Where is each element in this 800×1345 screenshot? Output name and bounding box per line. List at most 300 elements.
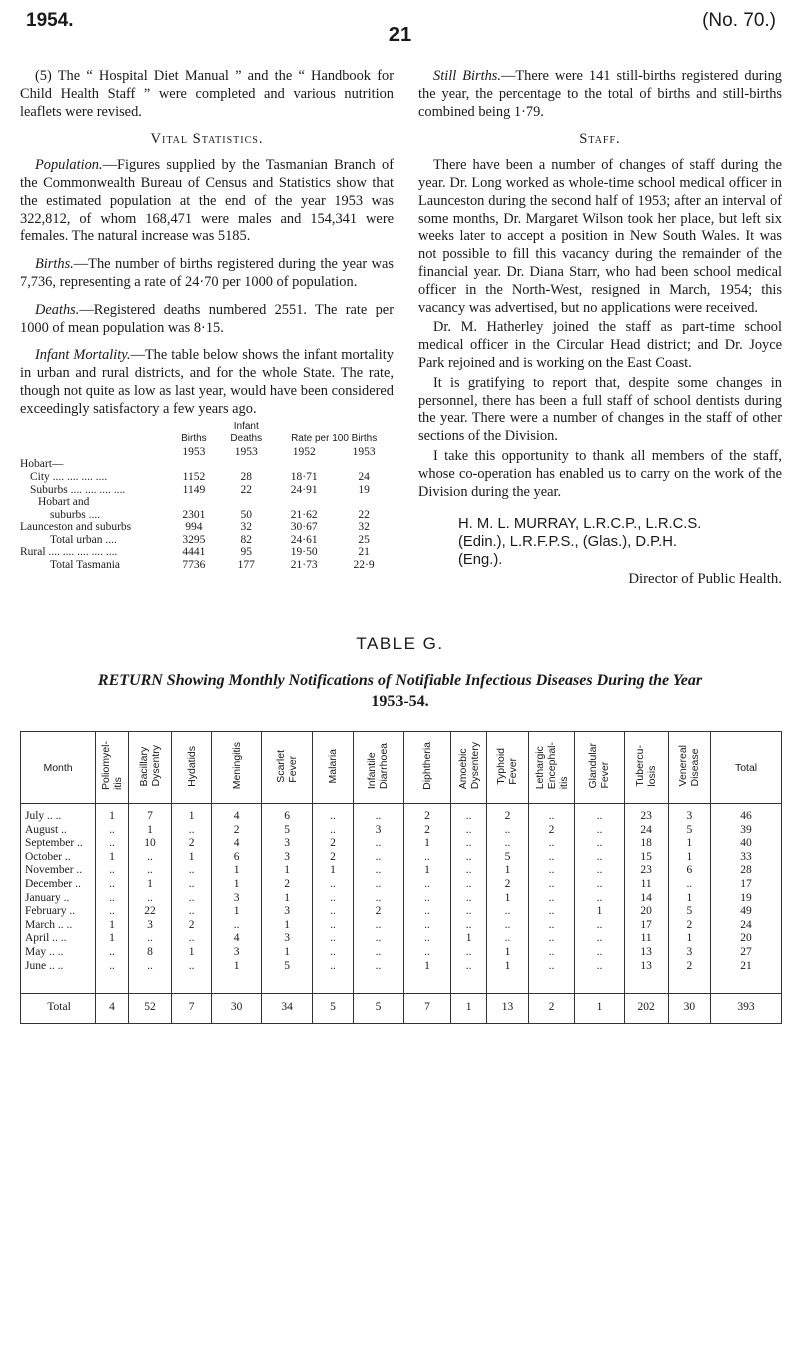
births-paragraph	[20, 256, 394, 292]
count-cell: ..	[96, 837, 129, 851]
count-cell: ..	[313, 960, 354, 974]
count-cell: ..	[487, 905, 529, 919]
total-cell: 30	[668, 993, 710, 1023]
count-cell: 13	[624, 946, 668, 960]
count-cell: 2	[313, 837, 354, 851]
count-cell: 24	[711, 919, 782, 933]
count-cell: 3	[668, 804, 710, 824]
table-row	[21, 804, 782, 824]
count-cell: ..	[96, 946, 129, 960]
count-cell: 1	[487, 864, 529, 878]
head-deaths: Deaths	[230, 433, 263, 445]
column-header	[668, 732, 710, 804]
still-births-text: —There were 141 still-births registered during the year, the percentage to the total of births and still-births combined being 1·79.	[418, 68, 782, 120]
count-cell: 27	[711, 946, 782, 960]
month-cell: August ..	[21, 824, 96, 838]
count-cell: 6	[262, 804, 313, 824]
table-row	[21, 960, 782, 974]
count-cell: 1	[313, 864, 354, 878]
count-cell: ..	[528, 905, 575, 919]
count-cell: 2	[668, 960, 710, 974]
count-cell: 1	[212, 960, 262, 974]
column-header-label: Amoebic Dysentery	[456, 742, 481, 790]
count-cell: 1	[487, 892, 529, 906]
count-cell: ..	[487, 919, 529, 933]
count-cell: 1	[404, 837, 451, 851]
count-cell: ..	[96, 905, 129, 919]
column-header-label: Meningitis	[230, 742, 243, 790]
signature-line-2: (Edin.), L.R.F.P.S., (Glas.), D.P.H.	[458, 534, 678, 551]
count-cell: ..	[353, 837, 403, 851]
count-cell: ..	[528, 932, 575, 946]
infant-cell-deaths	[218, 496, 274, 509]
count-cell: ..	[172, 864, 212, 878]
total-cell: 34	[262, 993, 313, 1023]
infant-cell-births: 994	[185, 521, 203, 534]
count-cell: 1	[487, 946, 529, 960]
infant-mortality-label: Infant Mortality.	[35, 347, 131, 364]
count-cell: ..	[172, 932, 212, 946]
count-cell: ..	[128, 960, 171, 974]
infant-cell-r1953: 21	[358, 546, 370, 559]
table-g-return-title: RETURN Showing Monthly Notifications of Notifiable Infectious Diseases During the Year	[97, 672, 703, 689]
infant-cell-r1952: 24·61	[290, 533, 318, 546]
count-cell: 39	[711, 824, 782, 838]
count-cell: 2	[487, 878, 529, 892]
column-header-label: Hydatids	[185, 745, 198, 787]
total-cell: 30	[212, 993, 262, 1023]
table-row	[21, 837, 782, 851]
count-cell: ..	[450, 824, 486, 838]
column-header	[96, 732, 129, 804]
count-cell: ..	[487, 824, 529, 838]
count-cell: ..	[353, 946, 403, 960]
count-cell: ..	[404, 919, 451, 933]
infant-cell-deaths: 95	[240, 546, 253, 559]
infant-mortality-row	[20, 484, 394, 497]
count-cell: ..	[450, 864, 486, 878]
table-g-title: TABLE G.	[356, 634, 444, 653]
count-cell: ..	[353, 932, 403, 946]
infant-cell-r1953: 25	[358, 533, 370, 546]
count-cell: ..	[528, 878, 575, 892]
count-cell: 40	[711, 837, 782, 851]
column-header-label: Poliomyel- itis	[100, 741, 125, 791]
column-header-label: Total	[734, 761, 758, 774]
column-header	[450, 732, 486, 804]
count-cell: ..	[575, 932, 624, 946]
count-cell: 2	[404, 804, 451, 824]
count-cell: 1	[262, 892, 313, 906]
left-column	[20, 68, 394, 572]
infant-cell-births	[170, 496, 219, 509]
count-cell: 3	[353, 824, 403, 838]
count-cell: 17	[711, 878, 782, 892]
count-cell: 1	[450, 932, 486, 946]
infant-cell-deaths: 22	[240, 483, 253, 496]
infant-cell-r1952: 24·91	[290, 483, 318, 496]
column-header-label: Malaria	[326, 748, 339, 784]
count-cell: 3	[262, 851, 313, 865]
deaths-paragraph	[20, 302, 394, 338]
table-row	[21, 824, 782, 838]
count-cell: 1	[668, 837, 710, 851]
count-cell: ..	[404, 946, 451, 960]
staff-heading: Staff.	[579, 131, 621, 148]
total-cell: 4	[96, 993, 129, 1023]
total-cell: 2	[528, 993, 575, 1023]
count-cell: ..	[313, 892, 354, 906]
page-header	[0, 8, 800, 48]
total-cell: 5	[313, 993, 354, 1023]
count-cell: 1	[212, 878, 262, 892]
count-cell: ..	[575, 946, 624, 960]
infant-cell-deaths: 177	[237, 559, 255, 572]
count-cell: ..	[172, 905, 212, 919]
table-row	[21, 905, 782, 919]
count-cell: ..	[353, 878, 403, 892]
count-cell: 10	[128, 837, 171, 851]
count-cell: 2	[353, 905, 403, 919]
count-cell: 13	[624, 960, 668, 974]
page-number: 21	[388, 24, 412, 46]
table-row	[21, 851, 782, 865]
column-header	[528, 732, 575, 804]
count-cell: ..	[668, 878, 710, 892]
count-cell: ..	[450, 837, 486, 851]
infant-cell-label: suburbs ....	[50, 508, 101, 521]
count-cell: ..	[450, 946, 486, 960]
count-cell: ..	[404, 878, 451, 892]
count-cell: ..	[96, 892, 129, 906]
count-cell: ..	[96, 960, 129, 974]
count-cell: 1	[96, 851, 129, 865]
count-cell: 3	[212, 946, 262, 960]
infant-mortality-table	[20, 421, 394, 572]
count-cell: ..	[128, 892, 171, 906]
infant-cell-r1952: 21·73	[290, 559, 318, 572]
count-cell: ..	[313, 919, 354, 933]
count-cell: 8	[128, 946, 171, 960]
month-cell: November ..	[21, 864, 96, 878]
count-cell: ..	[575, 878, 624, 892]
count-cell: 20	[711, 932, 782, 946]
count-cell: 2	[172, 837, 212, 851]
head-births: Births	[181, 433, 207, 445]
month-cell: January ..	[21, 892, 96, 906]
head-infant: Infant	[233, 420, 259, 432]
infant-cell-r1952	[274, 496, 334, 509]
count-cell: 1	[262, 919, 313, 933]
count-cell: 6	[212, 851, 262, 865]
infant-cell-r1953	[334, 496, 394, 509]
infant-mortality-row	[20, 509, 394, 522]
infant-cell-deaths: 32	[240, 521, 253, 534]
table-g-caption	[0, 670, 800, 712]
count-cell: ..	[528, 804, 575, 824]
count-cell: ..	[313, 824, 354, 838]
count-cell: ..	[172, 960, 212, 974]
infant-cell-births: 1149	[182, 483, 206, 496]
staff-paragraph-2: Dr. M. Hatherley joined the staff as part-time school medical officer in the Circular Head district; and Dr. Joyce Park rejoined and is working on the East Coast.	[418, 319, 782, 371]
month-cell: March .. ..	[21, 919, 96, 933]
count-cell: 46	[711, 804, 782, 824]
infant-cell-births: 1152	[182, 470, 206, 483]
column-header	[262, 732, 313, 804]
count-cell: ..	[450, 892, 486, 906]
count-cell: ..	[128, 864, 171, 878]
staff-paragraph-3: It is gratifying to report that, despite some changes in personnel, there has been a full staff of school dentists during the year. There were a number of changes in the staff of other sections of the Division.	[418, 374, 782, 445]
count-cell: ..	[172, 824, 212, 838]
deaths-text: —Registered deaths numbered 2551. The rate per 1000 of mean population was 8·15.	[20, 301, 394, 336]
total-cell: 7	[404, 993, 451, 1023]
count-cell: 20	[624, 905, 668, 919]
infant-cell-label: City .... .... .... ....	[30, 470, 108, 483]
notifications-header-row	[21, 732, 782, 804]
count-cell: 5	[262, 960, 313, 974]
month-cell: June .. ..	[21, 960, 96, 974]
infant-cell-deaths: 50	[240, 508, 253, 521]
column-header-label: Venereal Disease	[677, 745, 702, 787]
month-cell: October ..	[21, 851, 96, 865]
infant-cell-r1953: 24	[358, 470, 370, 483]
month-cell: September ..	[21, 837, 96, 851]
count-cell: 1	[668, 932, 710, 946]
column-header-label: Typhoid Fever	[495, 747, 520, 785]
count-cell: 6	[668, 864, 710, 878]
report-number: (No. 70.)	[702, 10, 776, 31]
count-cell: ..	[575, 919, 624, 933]
total-cell: 1	[450, 993, 486, 1023]
month-cell: April .. ..	[21, 932, 96, 946]
year-births: 1953	[182, 445, 206, 458]
year-deaths: 1953	[234, 445, 258, 458]
count-cell: ..	[487, 837, 529, 851]
count-cell: ..	[575, 824, 624, 838]
header-year: 1954.	[26, 10, 74, 31]
count-cell: ..	[450, 878, 486, 892]
infant-cell-label: Total Tasmania	[50, 559, 121, 572]
infant-mortality-text: —The table below shows the infant mortality in urban and rural districts, and for the whole State. The rate, though not quite as low as last year, would have been considered exceedingly satisfactory a few years ago.	[20, 347, 395, 417]
count-cell: ..	[528, 864, 575, 878]
count-cell: 15	[624, 851, 668, 865]
total-cell: 52	[128, 993, 171, 1023]
infant-cell-r1953: 22·9	[353, 559, 375, 572]
month-cell: May .. ..	[21, 946, 96, 960]
count-cell: ..	[450, 960, 486, 974]
infant-cell-r1953: 19	[358, 483, 370, 496]
count-cell: 5	[262, 824, 313, 838]
count-cell: 14	[624, 892, 668, 906]
count-cell: ..	[172, 892, 212, 906]
count-cell: ..	[575, 804, 624, 824]
count-cell: ..	[575, 864, 624, 878]
spacer-row	[21, 973, 782, 993]
total-cell: 7	[172, 993, 212, 1023]
table-g-year: 1953-54.	[371, 693, 429, 710]
count-cell: ..	[212, 919, 262, 933]
total-cell: 5	[353, 993, 403, 1023]
count-cell: 2	[528, 824, 575, 838]
count-cell: ..	[353, 960, 403, 974]
column-header-label: Glandular Fever	[587, 743, 612, 789]
column-header	[128, 732, 171, 804]
count-cell: 1	[96, 932, 129, 946]
count-cell: 1	[172, 804, 212, 824]
table-row	[21, 919, 782, 933]
column-header	[487, 732, 529, 804]
count-cell: 18	[624, 837, 668, 851]
count-cell: 11	[624, 878, 668, 892]
count-cell: 21	[711, 960, 782, 974]
count-cell: ..	[353, 892, 403, 906]
total-row	[21, 993, 782, 1023]
count-cell: ..	[128, 932, 171, 946]
infant-cell-r1953: 32	[358, 521, 370, 534]
table-row	[21, 892, 782, 906]
count-cell: 1	[212, 864, 262, 878]
column-header	[353, 732, 403, 804]
count-cell: ..	[528, 892, 575, 906]
count-cell: 1	[128, 878, 171, 892]
notifications-body	[21, 804, 782, 1024]
count-cell: 1	[96, 919, 129, 933]
count-cell: ..	[404, 932, 451, 946]
count-cell: 2	[262, 878, 313, 892]
item-5-paragraph: (5) The “ Hospital Diet Manual ” and the “ Handbook for Child Health Staff ” were completed and various nutrition leaflets were revised.	[20, 68, 394, 120]
column-header	[711, 732, 782, 804]
count-cell: ..	[575, 960, 624, 974]
count-cell: 1	[404, 864, 451, 878]
count-cell: 23	[624, 804, 668, 824]
count-cell: ..	[528, 919, 575, 933]
infant-mortality-row	[20, 559, 394, 572]
infant-mortality-row	[20, 534, 394, 547]
column-header	[624, 732, 668, 804]
count-cell: 5	[668, 905, 710, 919]
month-cell: December ..	[21, 878, 96, 892]
count-cell: ..	[575, 892, 624, 906]
staff-paragraph-4: I take this opportunity to thank all members of the staff, whose co-operation has enabled us to carry on the work of the Division during the year.	[418, 447, 782, 500]
column-header-label: Scarlet Fever	[275, 749, 300, 783]
column-header	[575, 732, 624, 804]
column-header-label: Infantile Diarrhoea	[366, 742, 391, 790]
count-cell: ..	[313, 932, 354, 946]
column-header	[313, 732, 354, 804]
count-cell: ..	[450, 919, 486, 933]
count-cell: 23	[624, 864, 668, 878]
count-cell: 49	[711, 905, 782, 919]
table-row	[21, 946, 782, 960]
infant-cell-births: 2301	[182, 508, 206, 521]
count-cell: 1	[487, 960, 529, 974]
column-header	[404, 732, 451, 804]
count-cell: ..	[353, 851, 403, 865]
count-cell: 3	[262, 837, 313, 851]
column-header	[172, 732, 212, 804]
count-cell: 2	[212, 824, 262, 838]
count-cell: ..	[404, 905, 451, 919]
count-cell: ..	[313, 878, 354, 892]
count-cell: ..	[172, 878, 212, 892]
total-cell: 13	[487, 993, 529, 1023]
count-cell: 4	[212, 932, 262, 946]
population-paragraph	[20, 157, 394, 246]
column-header-label: Bacillary Dysentry	[138, 745, 163, 787]
count-cell: ..	[575, 837, 624, 851]
total-cell: 393	[711, 993, 782, 1023]
total-cell: 1	[575, 993, 624, 1023]
count-cell: 3	[262, 932, 313, 946]
column-header-label: Month	[43, 761, 73, 774]
signature-line-1: H. M. L. MURRAY, L.R.C.P., L.R.C.S.	[458, 516, 702, 533]
column-header	[21, 732, 96, 804]
count-cell: 1	[212, 905, 262, 919]
count-cell: ..	[128, 851, 171, 865]
table-row	[21, 932, 782, 946]
count-cell: 1	[128, 824, 171, 838]
count-cell: ..	[353, 864, 403, 878]
infant-cell-deaths: 28	[240, 470, 253, 483]
count-cell: 5	[487, 851, 529, 865]
count-cell: 2	[487, 804, 529, 824]
year-rate-1952: 1952	[292, 445, 316, 458]
population-label: Population.	[35, 157, 103, 174]
count-cell: 5	[668, 824, 710, 838]
count-cell: 2	[668, 919, 710, 933]
hobart-label: Hobart—	[20, 458, 64, 471]
count-cell: 1	[262, 864, 313, 878]
count-cell: 1	[668, 892, 710, 906]
births-text: —The number of births registered during the year was 7,736, representing a rate of 24·70 per 1000 of population.	[20, 256, 394, 290]
count-cell: ..	[528, 960, 575, 974]
count-cell: 3	[212, 892, 262, 906]
infant-mortality-row	[20, 471, 394, 484]
count-cell: 1	[96, 804, 129, 824]
deaths-label: Deaths.	[35, 301, 80, 318]
count-cell: 17	[624, 919, 668, 933]
column-header-label: Lethargic Encephal- itis	[533, 742, 570, 790]
infant-mortality-row	[20, 546, 394, 559]
table-row	[21, 878, 782, 892]
count-cell: 1	[668, 851, 710, 865]
count-cell: 2	[404, 824, 451, 838]
count-cell: 33	[711, 851, 782, 865]
count-cell: 24	[624, 824, 668, 838]
column-header-label: Tubercu- losis	[634, 745, 659, 787]
infant-cell-r1953: 22	[358, 508, 370, 521]
infant-cell-r1952: 19·50	[290, 546, 318, 559]
infant-cell-label: Launceston and suburbs	[20, 521, 132, 534]
count-cell: ..	[353, 804, 403, 824]
count-cell: ..	[313, 946, 354, 960]
infant-cell-r1952: 30·67	[290, 521, 318, 534]
month-cell: February ..	[21, 905, 96, 919]
count-cell: ..	[96, 824, 129, 838]
count-cell: 11	[624, 932, 668, 946]
count-cell: 28	[711, 864, 782, 878]
births-label: Births.	[35, 256, 74, 273]
infant-mortality-row	[20, 496, 394, 509]
count-cell: ..	[450, 905, 486, 919]
year-rate-1953: 1953	[352, 445, 376, 458]
infant-mortality-rows	[20, 471, 394, 572]
total-label: Total	[21, 993, 96, 1023]
count-cell: 1	[172, 851, 212, 865]
table-row	[21, 864, 782, 878]
count-cell: ..	[528, 851, 575, 865]
count-cell: ..	[487, 932, 529, 946]
